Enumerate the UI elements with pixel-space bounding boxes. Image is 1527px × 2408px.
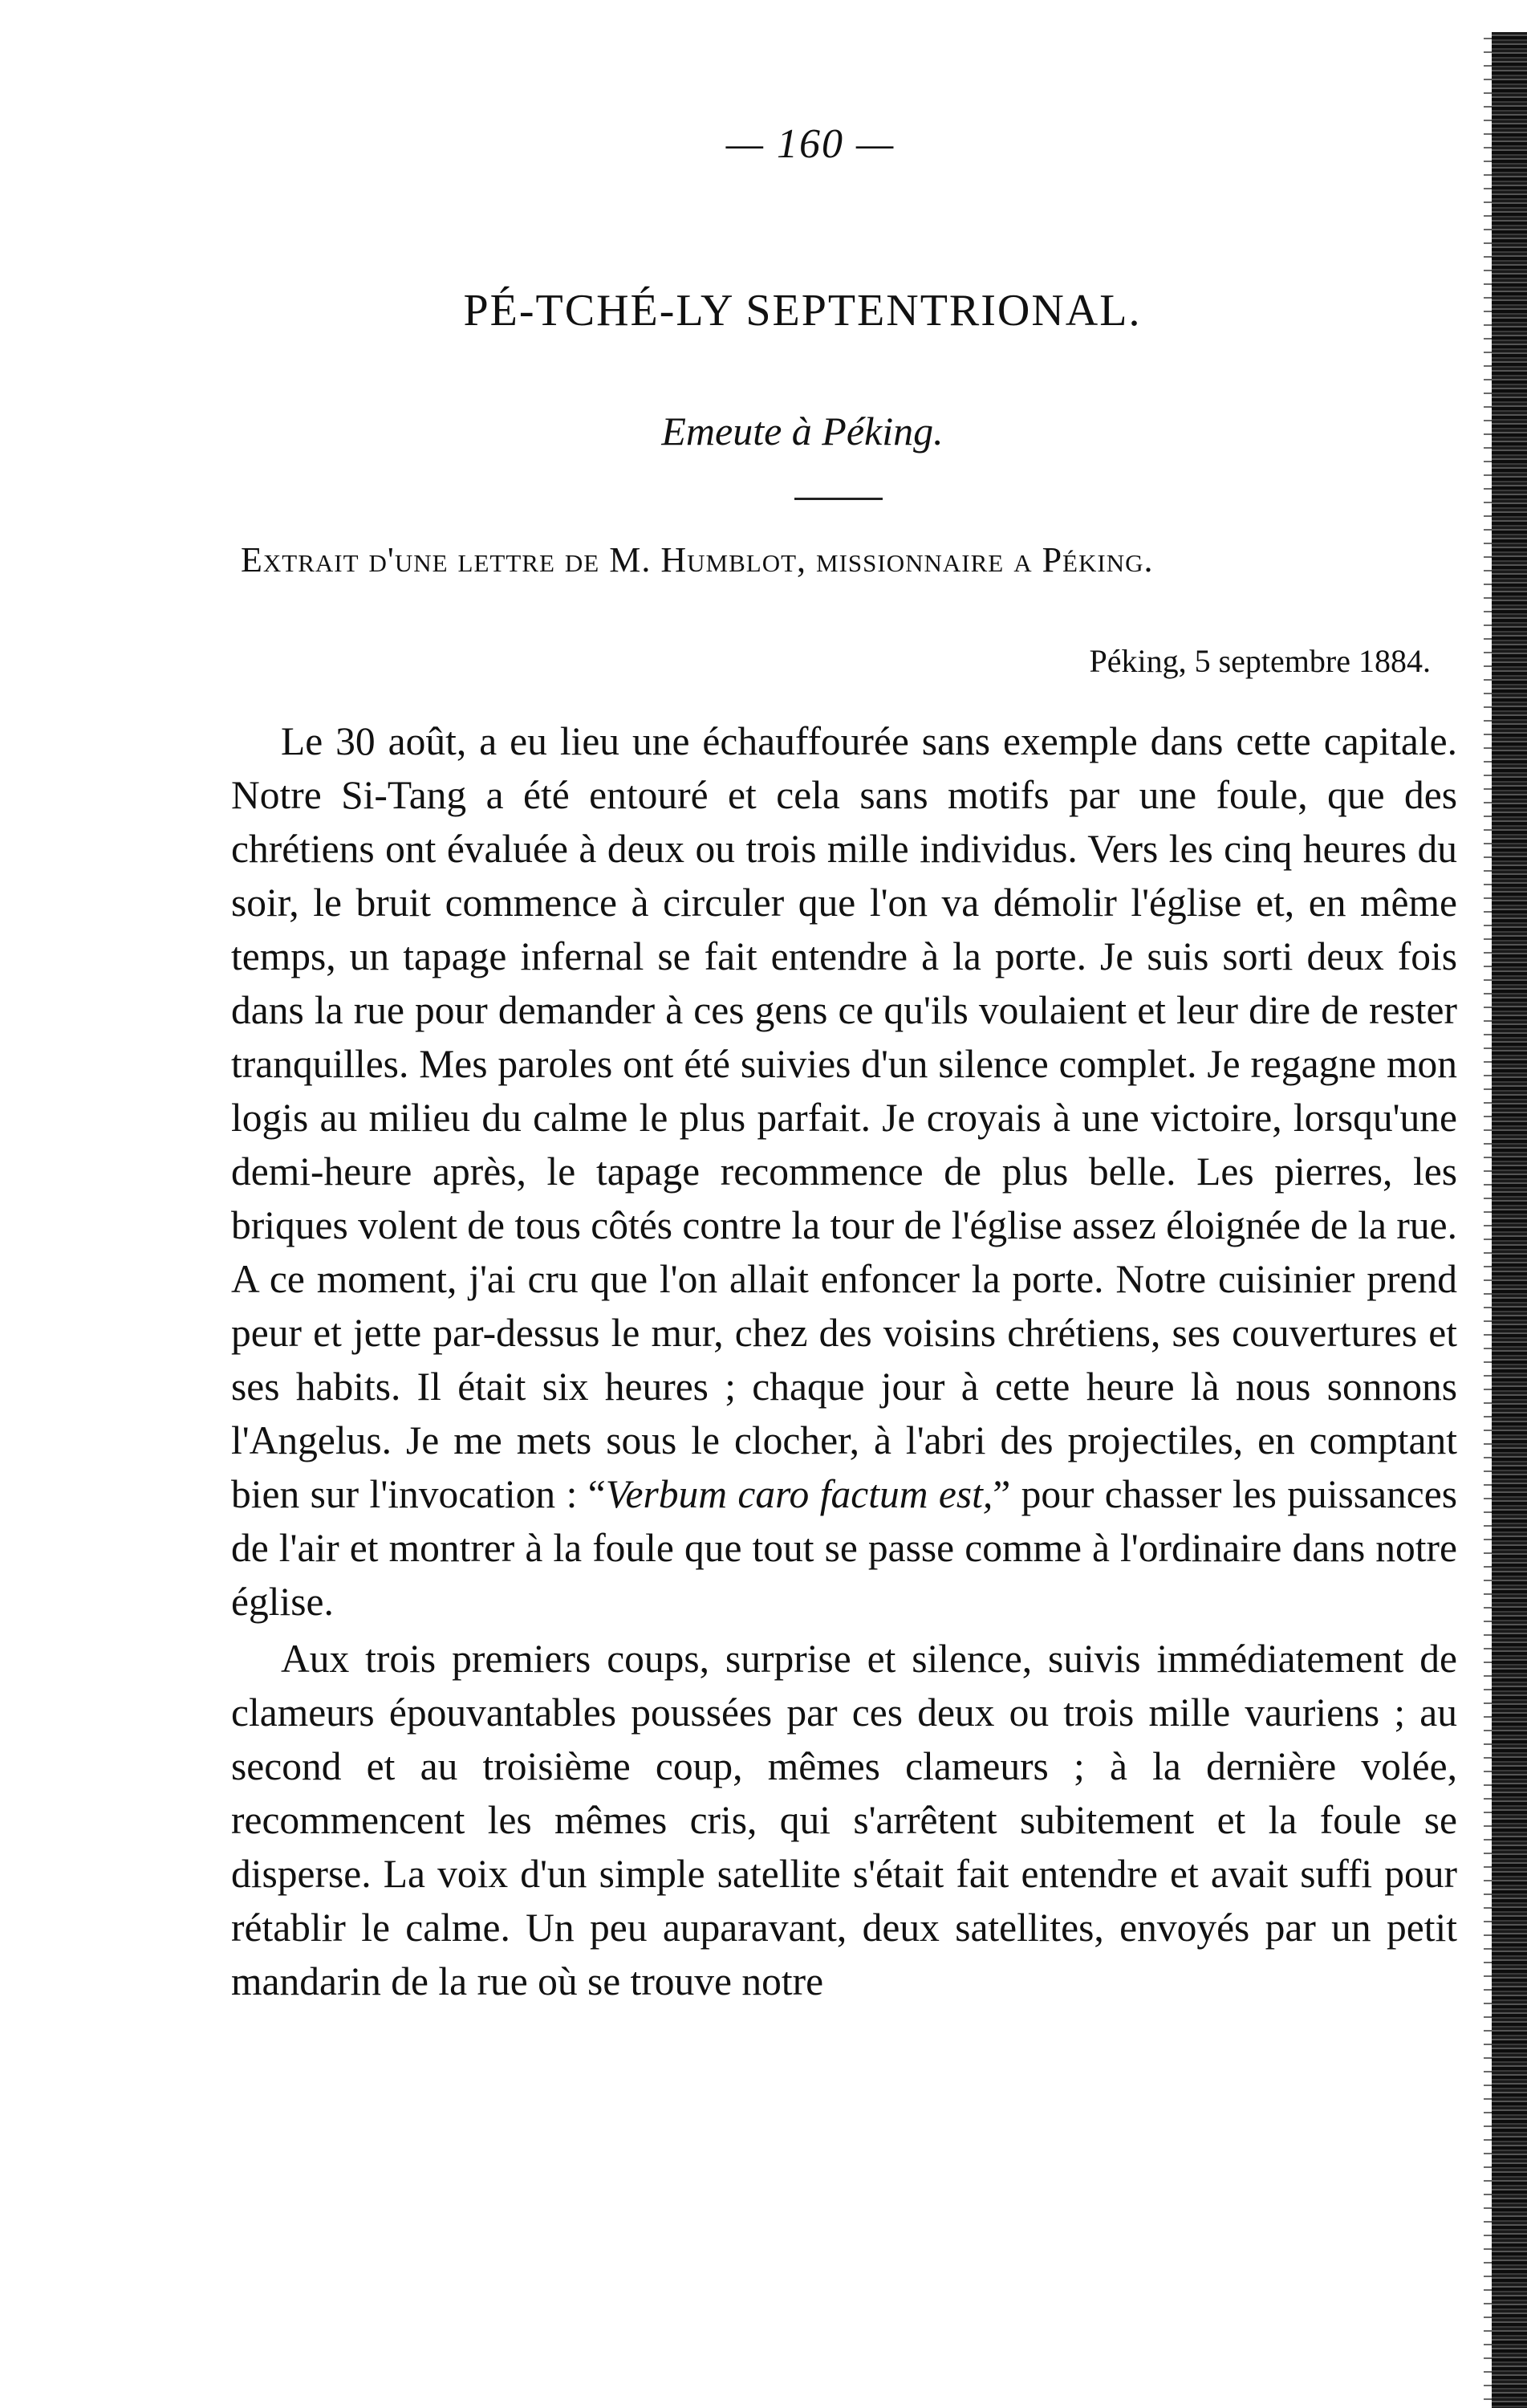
article-subtitle: Emeute à Péking. [661, 409, 944, 454]
paragraph-1 [231, 714, 1457, 1629]
letter-body [231, 714, 1457, 2008]
separator-rule [794, 498, 883, 500]
extract-heading: Extrait d'une lettre de M. Humblot, missionnaire a Péking. [241, 540, 1154, 580]
letter-dateline: Péking, 5 septembre 1884. [1089, 643, 1431, 679]
paragraph-1-text-end: ” pour chasser les puissances de l'air et montrer à la foule que tout se passe comme à l'ordinaire dans notre église. [231, 1472, 1457, 1624]
paragraph-2: Aux trois premiers coups, surprise et silence, suivis immédiatement de clameurs épouvantables poussées par ces deux ou trois mille vauriens ; au second et au troisième coup, mêmes clameurs ; à la dernière volée, recommencent les mêmes cris, qui s'arrêtent subitement et la foule se disperse. La voix d'un simple satellite s'était fait entendre et avait suffi pour rétablir le calme. Un peu auparavant, deux satellites, envoyés par un petit mandarin de la rue où se trouve notre [231, 1637, 1457, 2003]
paragraph-1-text: Le 30 août, a eu lieu une échauffourée sans exemple dans cette capitale. Notre Si-Tang a été entouré et cela sans motifs par une foule, que des chrétiens ont évaluée à deux ou trois mille individus. Vers les cinq heures du soir, le bruit commence à circuler que l'on va démolir l'église et, en même temps, un tapage infernal se fait entendre à la porte. Je suis sorti deux fois dans la rue pour demander à ces gens ce qu'ils voulaient et leur dire de rester tranquilles. Mes paroles ont été suivies d'un silence complet. Je regagne mon logis au milieu du calme le plus parfait. Je croyais à une victoire, lorsqu'une demi-heure après, le tapage recommence de plus belle. Les pierres, les briques volent de tous côtés contre la tour de l'église assez éloignée de la rue. A ce moment, j'ai cru que l'on allait enfoncer la porte. Notre cuisinier prend peur et jette par-dessus le mur, chez des voisins chrétiens, ses couvertures et ses habits. Il était six heures ; chaque jour à cette heure là nous sonnons l'Angelus. Je me mets sous le clocher, à l'abri des projectiles, en comptant bien sur l'invocation : “ [231, 719, 1457, 1516]
page-number: — 160 — [725, 121, 895, 167]
scan-edge-binding [1492, 32, 1527, 2408]
section-title: PÉ-TCHÉ-LY SEPTENTRIONAL. [463, 286, 1142, 336]
latin-quote: Verbum caro factum est, [605, 1472, 993, 1516]
scan-edge-shadow [1484, 32, 1492, 2408]
